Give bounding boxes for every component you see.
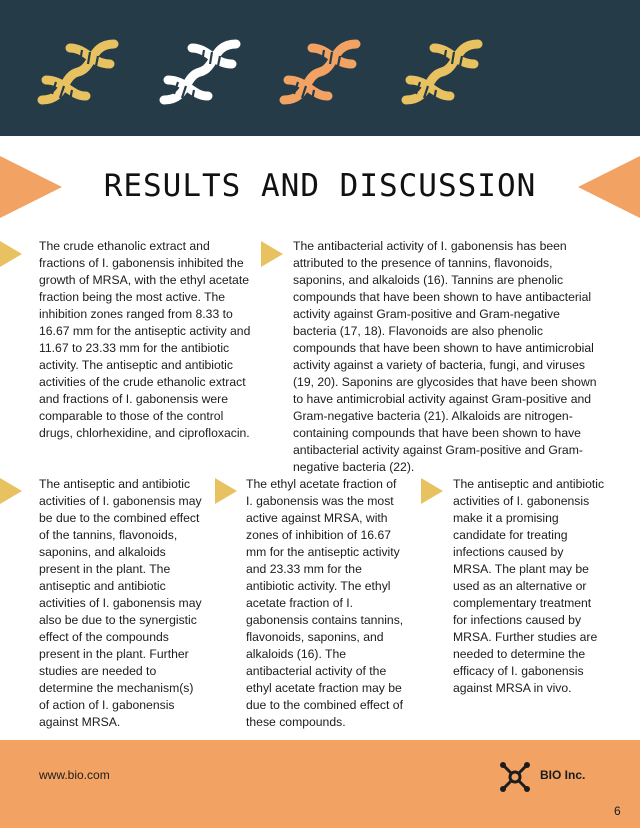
- paragraph-ethyl-acetate: The ethyl acetate fraction of I. gabonensis was the most active against MRSA, with zones of inhibition of 16.67 mm for the antiseptic activity and 23.33 mm for the antibiotic activity. The ethyl acetate fraction of I. gabonensis contains tannins, flavonoids, saponins, and alkaloids (16). The antibacterial activity of the ethyl acetate fraction may be due to the combined effect of these compounds.: [246, 477, 404, 729]
- brand-name: BIO Inc.: [540, 768, 586, 782]
- dna-icon: [158, 36, 242, 108]
- bullet-triangle-icon: [0, 241, 22, 267]
- page-title: RESULTS AND DISCUSSION: [103, 168, 537, 204]
- header-banner: [0, 0, 640, 136]
- paragraph-results-summary: The crude ethanolic extract and fractions of I. gabonensis inhibited the growth of MRSA, with the ethyl acetate fraction being the most active. The inhibition zones ranged from 8.33 to 16.67 mm for the antiseptic activity and 11.67 to 23.33 mm for the antibiotic activity. The antiseptic and antibiotic activities of the crude ethanolic extract and fractions of I. gabonensis were comparable to those of the control drugs, chlorhexidine, and ciprofloxacin.: [39, 239, 251, 440]
- dna-icon: [36, 36, 120, 108]
- page-number: 6: [614, 804, 621, 818]
- dna-icon: [278, 36, 362, 108]
- website-link[interactable]: www.bio.com: [39, 768, 110, 782]
- bullet-triangle-icon: [261, 241, 283, 267]
- molecule-logo-icon: [498, 760, 532, 794]
- paragraph-antibacterial-compounds: The antibacterial activity of I. gabonensis has been attributed to the presence of tannins, flavonoids, saponins, and alkaloids (16). Tannins are phenolic compounds that have been shown to have antibacterial activity against Gram-positive and Gram-negative bacteria (17, 18). Flavonoids are also phenolic compounds that have been shown to have antimicrobial activity against a variety of bacteria, fungi, and viruses (19, 20). Saponins are glycosides that have been shown to have antimicrobial activity against Gram-positive and Gram-negative bacteria (21). Alkaloids are nitrogen-containing compounds that have been shown to have antibacterial activity against Gram-positive and Gram-negative bacteria (22).: [293, 239, 597, 474]
- right-triangle-decoration: [576, 156, 640, 218]
- bullet-triangle-icon: [421, 478, 443, 504]
- paragraph-mechanism: The antiseptic and antibiotic activities of I. gabonensis may be due to the combined effect of the tannins, flavonoids, saponins, and alkaloids present in the plant. The antiseptic and antibiotic activities of I. gabonensis may also be due to the synergistic effect of the compounds present in the plant. Further studies are needed to determine the mechanism(s) of action of I. gabonensis against MRSA.: [39, 477, 202, 729]
- bullet-triangle-icon: [215, 478, 237, 504]
- bullet-triangle-icon: [0, 478, 22, 504]
- paragraph-conclusion: The antiseptic and antibiotic activities of I. gabonensis make it a promising candidate for treating infections caused by MRSA. The plant may be used as an alternative or complementary treatment for infections caused by MRSA. Further studies are needed to determine the efficacy of I. gabonensis against MRSA in vivo.: [453, 477, 605, 695]
- footer: [0, 740, 640, 828]
- dna-icon: [400, 36, 484, 108]
